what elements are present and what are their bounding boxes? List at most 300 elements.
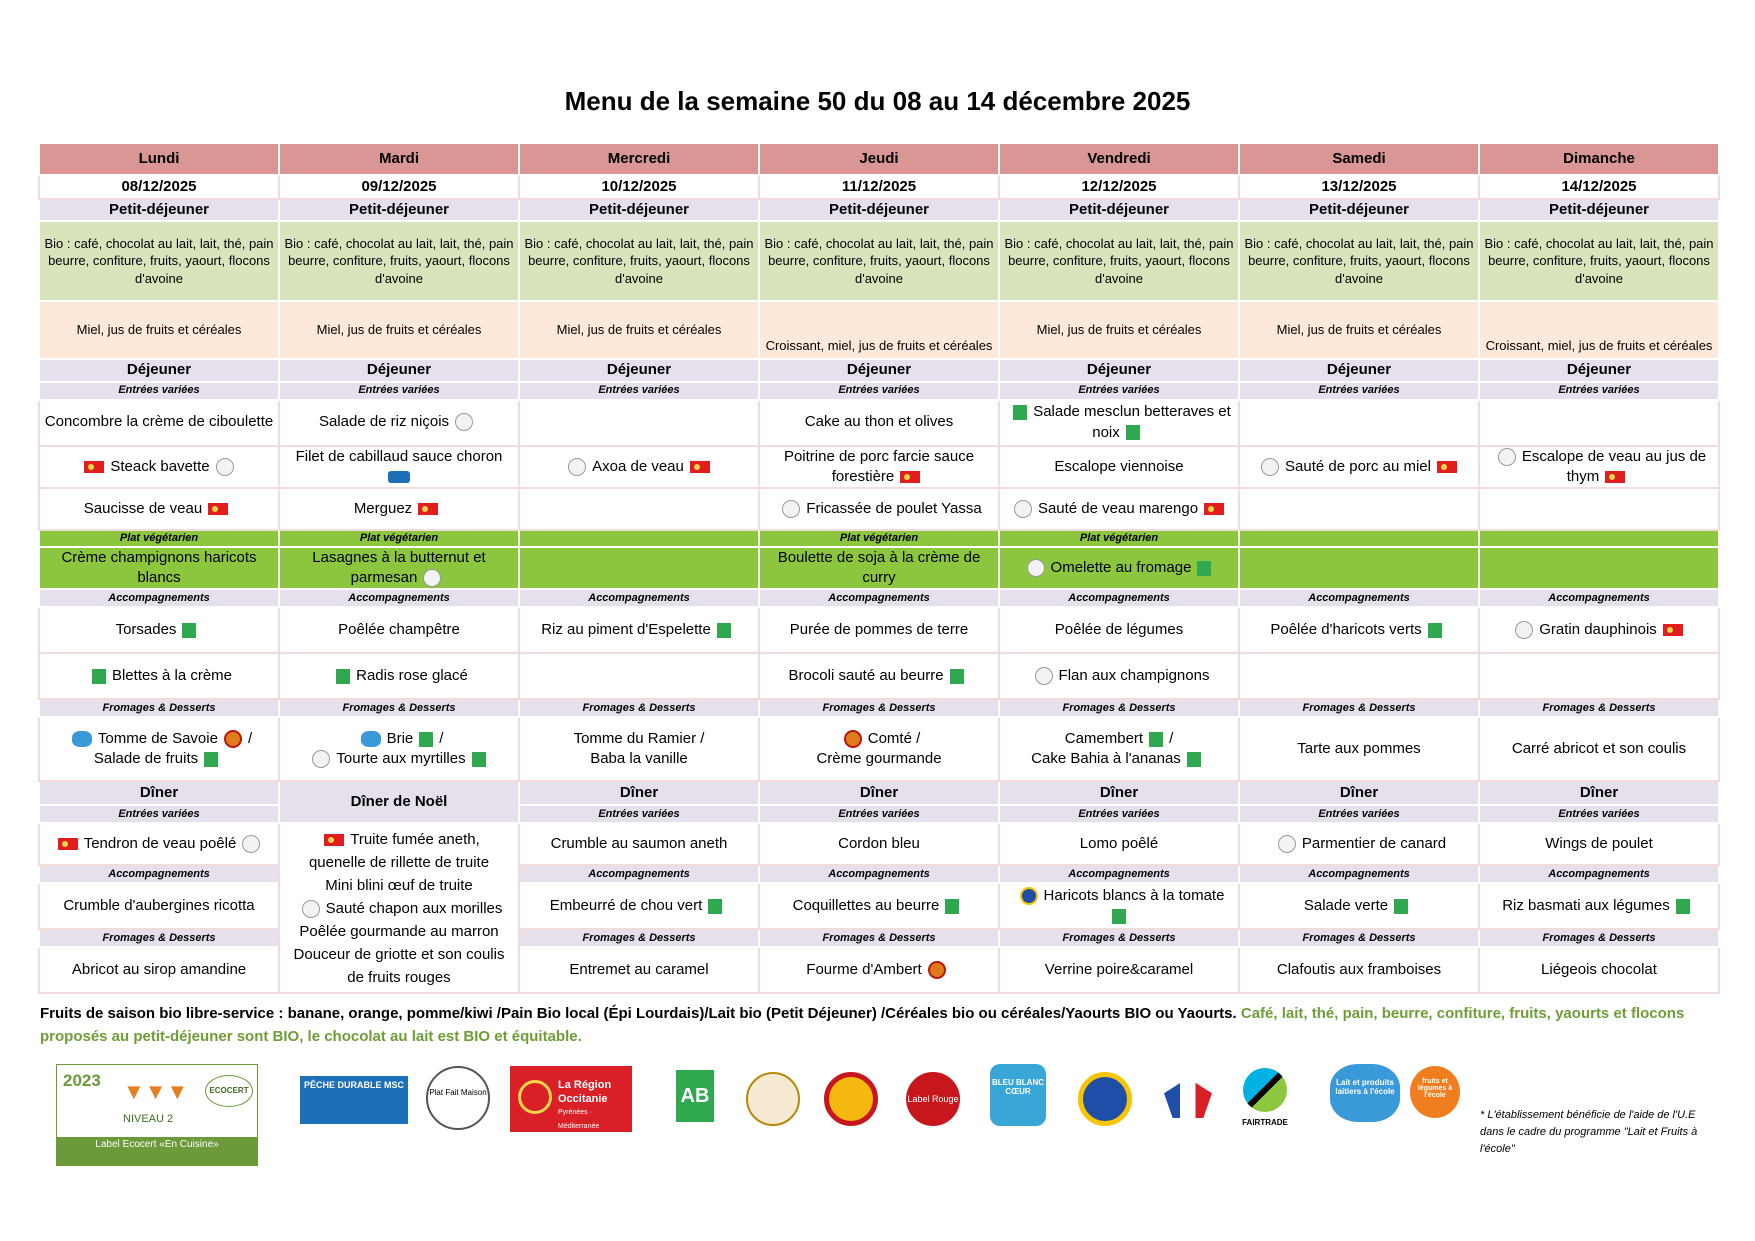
- dish-cell: Clafoutis aux framboises: [1239, 947, 1479, 993]
- vegetarian-dish: [1239, 547, 1479, 590]
- occitanie-icon: [84, 461, 104, 473]
- dinner-label: Dîner: [1479, 781, 1719, 805]
- breakfast-bio-cell: [759, 221, 999, 301]
- fairtrade-icon: [1243, 1068, 1287, 1112]
- dessert-line: [764, 729, 994, 749]
- region-sub: Pyrénées · Méditerranée: [558, 1109, 600, 1130]
- dessert-cell: [279, 717, 519, 781]
- dish-cell: Poêlée champêtre: [279, 607, 519, 653]
- breakfast-label: Petit-déjeuner: [519, 199, 759, 221]
- dessert-line: Tomme de Savoie /: [44, 729, 274, 749]
- accompagnements-label: Accompagnements: [519, 589, 759, 607]
- noel-line: quenelle de rillette de truite: [308, 853, 490, 871]
- dish-text: Truite fumée aneth,: [350, 830, 480, 848]
- noel-line: [284, 828, 514, 851]
- dish-text: Fourme d'Ambert: [806, 961, 922, 979]
- bio-line: Bio : café, chocolat au lait, lait, thé, pain: [44, 235, 274, 251]
- dessert-line: Crème gourmande: [816, 750, 942, 768]
- occitanie-cross-icon: [518, 1080, 552, 1114]
- lunch-label: Déjeuner: [1239, 359, 1479, 381]
- dish-cell: [1239, 446, 1479, 489]
- desserts-label: Fromages & Desserts: [279, 699, 519, 717]
- breakfast-extra: Miel, jus de fruits et céréales: [519, 301, 759, 359]
- bio-line: beurre, confiture, fruits, yaourt, flocons d'avoine: [288, 253, 510, 287]
- msc-logo: [300, 1076, 408, 1124]
- dish-text: Poitrine de porc farcie sauce forestière: [783, 447, 975, 485]
- dish-text: Brie: [386, 730, 414, 748]
- ab-bio-icon: [1013, 405, 1027, 420]
- dessert-line: [1004, 749, 1234, 769]
- dessert-line: Camembert /: [1064, 730, 1174, 748]
- breakfast-extra: Croissant, miel, jus de fruits et céréales: [1479, 301, 1719, 359]
- bbc-text: BLEU BLANC CŒUR: [992, 1078, 1044, 1096]
- lait-ecole-icon: [72, 731, 92, 747]
- dish-cell: [279, 653, 519, 699]
- region-name: La Région Occitanie: [558, 1079, 612, 1105]
- date-cell: 12/12/2025: [999, 175, 1239, 199]
- occitanie-icon: [1437, 461, 1457, 473]
- dish-text: Cake Bahia à l'ananas: [1031, 750, 1181, 768]
- dish-cell: [1239, 488, 1479, 530]
- noel-line: de fruits rouges: [347, 968, 451, 986]
- vegetarian-label: [1479, 530, 1719, 547]
- occitanie-icon: [58, 838, 78, 850]
- entrees-label: Entrées variées: [279, 382, 519, 400]
- ab-bio-icon: [1197, 561, 1211, 576]
- lait-ecole-logo: [1330, 1064, 1400, 1122]
- fait-maison-icon: [1515, 621, 1533, 639]
- ab-bio-icon: [945, 899, 959, 914]
- fait-maison-icon: [302, 900, 320, 918]
- dish-text: Blettes à la crème: [111, 667, 233, 685]
- breakfast-extra: Croissant, miel, jus de fruits et céréales: [759, 301, 999, 359]
- entrees-label: Entrées variées: [1239, 805, 1479, 823]
- dish-cell: Cordon bleu: [759, 823, 999, 865]
- desserts-label: Fromages & Desserts: [1239, 929, 1479, 947]
- ab-bio-icon: [1187, 752, 1201, 767]
- desserts-label: Fromages & Desserts: [519, 929, 759, 947]
- dish-cell: [759, 947, 999, 993]
- ab-bio-icon: [1676, 899, 1690, 914]
- breakfast-bio-cell: [1479, 221, 1719, 301]
- bleu-blanc-coeur-logo: [990, 1064, 1046, 1126]
- dish-text: Flan aux champignons: [1058, 667, 1210, 685]
- dish-cell: [1239, 653, 1479, 699]
- dish-cell: [39, 446, 279, 489]
- lunch-label: Déjeuner: [1479, 359, 1719, 381]
- ab-bio-icon: [419, 732, 433, 747]
- occitanie-icon: [690, 461, 710, 473]
- dinner-label: Dîner: [39, 781, 279, 805]
- dish-text: Escalope de veau au jus de thym: [1521, 447, 1707, 485]
- desserts-label: Fromages & Desserts: [999, 699, 1239, 717]
- fait-maison-logo: [426, 1066, 490, 1130]
- dish-cell: [759, 883, 999, 929]
- desserts-label: Fromages & Desserts: [759, 929, 999, 947]
- vegetarian-dish: [519, 547, 759, 590]
- fait-maison-icon: [423, 569, 441, 587]
- lunch-label: Déjeuner: [999, 359, 1239, 381]
- dish-text: Haricots blancs à la tomate: [1043, 887, 1225, 905]
- dinner-label: Dîner: [759, 781, 999, 805]
- ab-bio-icon: [472, 752, 486, 767]
- dish-text: Tendron de veau poêlé: [83, 835, 237, 853]
- lunch-label: Déjeuner: [279, 359, 519, 381]
- desserts-label: Fromages & Desserts: [519, 699, 759, 717]
- dish-text: Fricassée de poulet Yassa: [806, 499, 982, 517]
- breakfast-label: Petit-déjeuner: [279, 199, 519, 221]
- entrees-label: Entrées variées: [39, 382, 279, 400]
- day-header: Dimanche: [1479, 143, 1719, 175]
- dish-text: Salade mesclun betteraves et noix: [1033, 403, 1231, 441]
- accompagnements-label: Accompagnements: [759, 589, 999, 607]
- dessert-cell: Carré abricot et son coulis: [1479, 717, 1719, 781]
- igp-logo-icon: [1078, 1072, 1132, 1126]
- ecocert-logo: [56, 1064, 258, 1166]
- hve-seal-icon: [746, 1072, 800, 1126]
- dish-cell: [759, 446, 999, 489]
- desserts-label: Fromages & Desserts: [999, 929, 1239, 947]
- dish-text: Salade verte: [1303, 897, 1389, 915]
- ab-text: AB: [680, 1085, 710, 1107]
- lunch-label: Déjeuner: [759, 359, 999, 381]
- dinner-label: Dîner: [999, 781, 1239, 805]
- vegetarian-dish: [279, 547, 519, 590]
- dish-text: Sauté chapon aux morilles: [325, 899, 503, 917]
- dish-text: Gratin dauphinois: [1539, 621, 1657, 639]
- dish-text: Salade de riz niçois: [318, 413, 450, 431]
- dish-cell: Crumble au saumon aneth: [519, 823, 759, 865]
- weekly-menu-table: [38, 142, 1720, 994]
- lunch-plat1-row: [39, 446, 1719, 489]
- bio-line: beurre, confiture, fruits, yaourt, flocons d'avoine: [1008, 253, 1230, 287]
- occitanie-icon: [900, 471, 920, 483]
- dish-cell: [519, 883, 759, 929]
- entrees-label: Entrées variées: [39, 805, 279, 823]
- dish-text: Omelette au fromage: [1050, 558, 1192, 576]
- dish-text: Coquillettes au beurre: [792, 897, 940, 915]
- dish-cell: [519, 653, 759, 699]
- fruits-ecole-logo: [1410, 1066, 1460, 1118]
- breakfast-label: Petit-déjeuner: [39, 199, 279, 221]
- dish-cell: [759, 488, 999, 530]
- lunch-dessert-row: [39, 717, 1719, 781]
- dish-text: Parmentier de canard: [1301, 835, 1447, 853]
- dish-text: Filet de cabillaud sauce choron: [295, 447, 503, 465]
- dessert-line: Baba la vanille: [590, 750, 688, 768]
- day-header: Mardi: [279, 143, 519, 175]
- ab-bio-icon: [708, 899, 722, 914]
- aop-icon: [844, 730, 862, 748]
- date-cell: 08/12/2025: [39, 175, 279, 199]
- noel-line: Mini blini œuf de truite: [325, 876, 473, 894]
- breakfast-bio-cell: [279, 221, 519, 301]
- vegetarian-dish: [999, 547, 1239, 590]
- aop-icon: [224, 730, 242, 748]
- dish-text: Saucisse de veau: [83, 499, 203, 517]
- accompagnements-label: Accompagnements: [999, 865, 1239, 883]
- date-cell: 11/12/2025: [759, 175, 999, 199]
- dish-cell: [1239, 883, 1479, 929]
- dinner-label: Dîner: [1239, 781, 1479, 805]
- day-header: Jeudi: [759, 143, 999, 175]
- bio-line: Bio : café, chocolat au lait, lait, thé, pain: [764, 235, 994, 251]
- occitanie-icon: [1204, 503, 1224, 515]
- breakfast-bio-cell: [39, 221, 279, 301]
- dinner-entree-row: [39, 823, 1719, 865]
- dish-cell: [39, 488, 279, 530]
- dish-cell: [1479, 488, 1719, 530]
- day-header: Vendredi: [999, 143, 1239, 175]
- lunch-dessert-label-row: [39, 699, 1719, 717]
- day-header: Lundi: [39, 143, 279, 175]
- dish-cell: [519, 488, 759, 530]
- dish-cell: [279, 488, 519, 530]
- entrees-label: Entrées variées: [519, 805, 759, 823]
- dish-cell: Escalope viennoise: [999, 446, 1239, 489]
- carrot-icon: ▼▼▼: [123, 1079, 189, 1104]
- bio-line: Bio : café, chocolat au lait, lait, thé, pain: [1244, 235, 1474, 251]
- breakfast-extra-row: [39, 301, 1719, 359]
- fait-maison-icon: [1278, 835, 1296, 853]
- accompagnements-label: Accompagnements: [39, 589, 279, 607]
- dinner-header-row: [39, 781, 1719, 805]
- breakfast-header-row: [39, 199, 1719, 221]
- desserts-label: Fromages & Desserts: [1479, 929, 1719, 947]
- dish-text: Sauté de porc au miel: [1285, 457, 1431, 475]
- accompagnements-label: Accompagnements: [279, 589, 519, 607]
- fait-maison-icon: [216, 458, 234, 476]
- dish-cell: Lomo poêlé: [999, 823, 1239, 865]
- accompagnements-label: Accompagnements: [759, 865, 999, 883]
- desserts-label: Fromages & Desserts: [39, 699, 279, 717]
- breakfast-bio-cell: [1239, 221, 1479, 301]
- vegetarian-label: Plat végétarien: [759, 530, 999, 547]
- breakfast-extra: Miel, jus de fruits et céréales: [39, 301, 279, 359]
- dish-text: Camembert: [1064, 730, 1144, 748]
- dish-text: Axoa de veau: [592, 457, 684, 475]
- dish-cell: [279, 446, 519, 489]
- dessert-line: [44, 749, 274, 769]
- vegetarian-label: [1239, 530, 1479, 547]
- dish-text: Radis rose glacé: [356, 667, 468, 685]
- dish-cell: [999, 488, 1239, 530]
- dish-cell: Verrine poire&caramel: [999, 947, 1239, 993]
- noel-line: Poêlée gourmande au marron: [299, 922, 499, 940]
- ecocert-badge: ECOCERT: [205, 1075, 253, 1107]
- dessert-cell: Tarte aux pommes: [1239, 717, 1479, 781]
- bio-line: Bio : café, chocolat au lait, lait, thé, pain: [1484, 235, 1714, 251]
- lunch-label: Déjeuner: [519, 359, 759, 381]
- dish-text: Tomme de Savoie: [97, 730, 218, 748]
- ab-bio-icon: [1149, 732, 1163, 747]
- occitanie-logo: [510, 1066, 632, 1132]
- dinner-label: Dîner: [519, 781, 759, 805]
- dish-cell: [1479, 400, 1719, 446]
- dessert-cell: [759, 717, 999, 781]
- accompagnements-label: Accompagnements: [1239, 865, 1479, 883]
- vegetarian-dish: Crème champignons haricots blancs: [39, 547, 279, 590]
- dish-text: Brocoli sauté au beurre: [788, 667, 944, 685]
- breakfast-extra: Miel, jus de fruits et céréales: [999, 301, 1239, 359]
- entrees-label: Entrées variées: [1479, 805, 1719, 823]
- fairtrade-text: FAIRTRADE: [1242, 1118, 1288, 1127]
- occitanie-icon: [1663, 624, 1683, 636]
- footnote-main: Fruits de saison bio libre-service : banane, orange, pomme/kiwi /Pain Bio local (Épi Lourdais)/Lait bio (Petit Déjeuner) /Céréales bio ou céréales/Yaourts BIO ou Yaourts.: [40, 1005, 1237, 1022]
- accompagnements-label: Accompagnements: [999, 589, 1239, 607]
- aop-logo-icon: [824, 1072, 878, 1126]
- date-cell: 09/12/2025: [279, 175, 519, 199]
- lunch-header-row: [39, 359, 1719, 381]
- dish-cell: Cake au thon et olives: [759, 400, 999, 446]
- dish-text: Lasagnes à la butternut et parmesan: [312, 548, 486, 587]
- breakfast-label: Petit-déjeuner: [1479, 199, 1719, 221]
- dish-cell: Entremet au caramel: [519, 947, 759, 993]
- desserts-label: Fromages & Desserts: [39, 929, 279, 947]
- dish-text: Tourte aux myrtilles: [336, 750, 466, 768]
- lunch-acc1-row: [39, 607, 1719, 653]
- page-title: Menu de la semaine 50 du 08 au 14 décembre 2025: [564, 86, 1191, 116]
- accompagnements-label: Accompagnements: [1239, 589, 1479, 607]
- bio-line: beurre, confiture, fruits, yaourt, flocons d'avoine: [48, 253, 270, 287]
- fait-maison-icon: [1498, 448, 1516, 466]
- lunch-acc2-row: [39, 653, 1719, 699]
- dish-cell: [1239, 400, 1479, 446]
- date-cell: 14/12/2025: [1479, 175, 1719, 199]
- entrees-label: Entrées variées: [1239, 382, 1479, 400]
- dish-cell: Poêlée de légumes: [999, 607, 1239, 653]
- dish-cell: Abricot au sirop amandine: [39, 947, 279, 993]
- lunch-acc-label-row: [39, 589, 1719, 607]
- date-cell: 10/12/2025: [519, 175, 759, 199]
- dish-text: Riz basmati aux légumes: [1502, 897, 1670, 915]
- ecocert-year: 2023: [63, 1071, 101, 1090]
- accompagnements-label: Accompagnements: [519, 865, 759, 883]
- lunch-label: Déjeuner: [39, 359, 279, 381]
- dessert-cell: [39, 717, 279, 781]
- aop-icon: [928, 961, 946, 979]
- ab-bio-icon: [336, 669, 350, 684]
- label-rouge-text: Label Rouge: [907, 1094, 959, 1104]
- dish-cell: [999, 883, 1239, 929]
- dish-text: Embeurré de chou vert: [549, 897, 703, 915]
- desserts-label: Fromages & Desserts: [1479, 699, 1719, 717]
- dish-cell: [39, 823, 279, 865]
- lait-ecole-text: Lait et produits laitiers à l'école: [1335, 1078, 1395, 1096]
- occitanie-icon: [324, 834, 344, 846]
- dessert-line: Tomme du Ramier /: [573, 730, 705, 748]
- ab-bio-icon: [92, 669, 106, 684]
- vegetarian-label: Plat végétarien: [39, 530, 279, 547]
- desserts-label: Fromages & Desserts: [1239, 699, 1479, 717]
- dish-cell: [1479, 653, 1719, 699]
- ab-bio-icon: [182, 623, 196, 638]
- dish-text: Sauté de veau marengo: [1037, 499, 1199, 517]
- vegetarian-row: [39, 547, 1719, 590]
- fait-maison-icon: [242, 835, 260, 853]
- msc-icon: [388, 471, 410, 483]
- igp-icon: [1020, 887, 1038, 905]
- vegetarian-label: [519, 530, 759, 547]
- fait-maison-icon: [568, 458, 586, 476]
- days-row: [39, 143, 1719, 175]
- dish-cell: Wings de poulet: [1479, 823, 1719, 865]
- vegetarian-label: Plat végétarien: [999, 530, 1239, 547]
- lunch-entrees-label-row: [39, 382, 1719, 400]
- dish-cell: [519, 400, 759, 446]
- entrees-label: Entrées variées: [999, 382, 1239, 400]
- occitanie-icon: [1605, 471, 1625, 483]
- vegetarian-dish: [1479, 547, 1719, 590]
- dish-cell: [39, 653, 279, 699]
- breakfast-extra: Miel, jus de fruits et céréales: [1239, 301, 1479, 359]
- ab-bio-icon: [1428, 623, 1442, 638]
- lunch-entree-row: [39, 400, 1719, 446]
- fait-maison-icon: [782, 500, 800, 518]
- entrees-label: Entrées variées: [759, 805, 999, 823]
- eu-aid-note: * L'établissement bénéficie de l'aide de l'U.E dans le cadre du programme "Lait et Fruits à l'école": [1480, 1109, 1698, 1155]
- breakfast-extra: Miel, jus de fruits et céréales: [279, 301, 519, 359]
- noel-line: [284, 897, 514, 920]
- dish-cell: [1239, 823, 1479, 865]
- dish-cell: Purée de pommes de terre: [759, 607, 999, 653]
- vegetarian-dish: Boulette de soja à la crème de curry: [759, 547, 999, 590]
- msc-text: PÊCHE DURABLE MSC: [304, 1080, 405, 1090]
- bio-line: beurre, confiture, fruits, yaourt, flocons d'avoine: [528, 253, 750, 287]
- footnote-bio: Café, lait, thé, pain, beurre, confiture, fruits, yaourts et flocons proposés au petit-déjeuner sont BIO, le chocolat au lait est BIO et équitable.: [40, 1005, 1685, 1045]
- ab-bio-icon: [1126, 425, 1140, 440]
- fait-maison-icon: [1027, 559, 1045, 577]
- accompagnements-label: Accompagnements: [39, 865, 279, 883]
- bio-line: beurre, confiture, fruits, yaourt, flocons d'avoine: [1488, 253, 1710, 287]
- footnote: [40, 1002, 1720, 1048]
- dish-text: Riz au piment d'Espelette: [541, 621, 711, 639]
- dish-cell: [999, 653, 1239, 699]
- dish-text: Steack bavette: [110, 457, 210, 475]
- dish-text: Poêlée d'haricots verts: [1270, 621, 1422, 639]
- entrees-label: Entrées variées: [519, 382, 759, 400]
- ab-bio-icon: [1112, 909, 1126, 924]
- dish-text: Merguez: [353, 499, 413, 517]
- fait-maison-text: Plat Fait Maison: [429, 1088, 487, 1097]
- accompagnements-label: Accompagnements: [1479, 865, 1719, 883]
- ab-bio-icon: [950, 669, 964, 684]
- dish-cell: [39, 607, 279, 653]
- ab-logo: [676, 1070, 714, 1122]
- breakfast-bio-cell: [519, 221, 759, 301]
- dish-cell: [519, 446, 759, 489]
- lait-ecole-icon: [361, 731, 381, 747]
- occitanie-icon: [418, 503, 438, 515]
- volaille-france-icon: [1164, 1078, 1212, 1118]
- day-header: Mercredi: [519, 143, 759, 175]
- dessert-cell: [519, 717, 759, 781]
- accompagnements-label: Accompagnements: [1479, 589, 1719, 607]
- dish-cell: [519, 607, 759, 653]
- entrees-label: Entrées variées: [999, 805, 1239, 823]
- dish-cell: [999, 400, 1239, 446]
- breakfast-label: Petit-déjeuner: [759, 199, 999, 221]
- dish-cell: [279, 400, 519, 446]
- dates-row: [39, 175, 1719, 199]
- ab-bio-icon: [717, 623, 731, 638]
- label-rouge-logo: [906, 1072, 960, 1126]
- bio-line: Bio : café, chocolat au lait, lait, thé, pain: [524, 235, 754, 251]
- fait-maison-icon: [1014, 500, 1032, 518]
- dish-cell: Concombre la crème de ciboulette: [39, 400, 279, 446]
- breakfast-label: Petit-déjeuner: [1239, 199, 1479, 221]
- fruits-ecole-text: fruits et légumes à l'école: [1417, 1078, 1453, 1099]
